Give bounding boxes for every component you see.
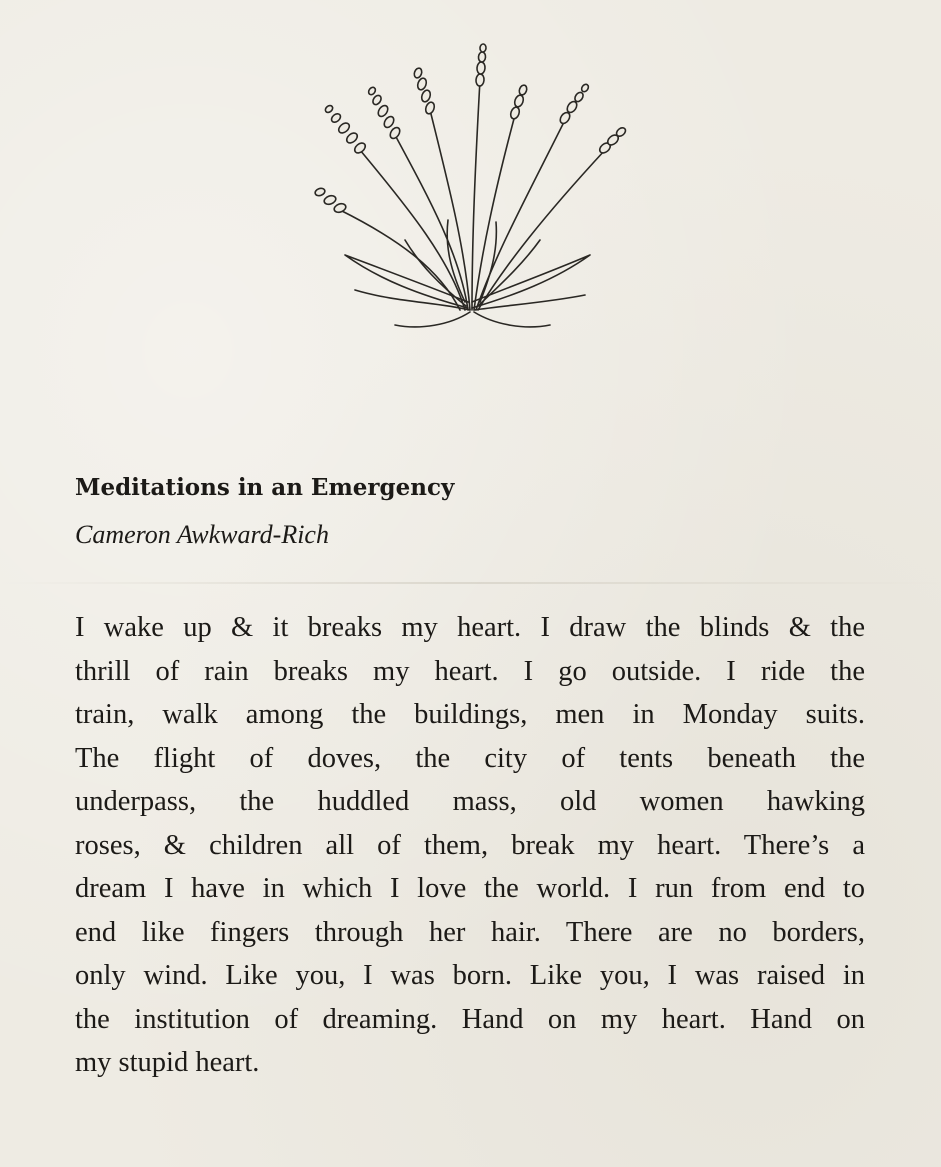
lavender-sprig-icon [300, 40, 640, 340]
poem-line: I wake up & it breaks my heart. I draw the blinds & the [75, 612, 865, 643]
poem-body [75, 606, 865, 1085]
poem-line: the institution of dreaming. Hand on my heart. Hand on [75, 1003, 865, 1035]
poem-line: end like fingers through her hair. There are no borders, [75, 916, 865, 948]
poem-title: Meditations in an Emergency [75, 474, 455, 501]
poem-line: roses, & children all of them, break my heart. There’s a [75, 829, 865, 861]
poem-author: Cameron Awkward-Rich [75, 520, 329, 549]
poem-line: train, walk among the buildings, men in Monday suits. [75, 699, 865, 730]
poem-line: underpass, the huddled mass, old women hawking [75, 786, 865, 817]
paper-fold [0, 582, 941, 584]
poem-line: thrill of rain breaks my heart. I go outside. I ride the [75, 655, 865, 687]
poem-line: The flight of doves, the city of tents beneath the [75, 742, 865, 774]
poem-line: only wind. Like you, I was born. Like you, I was raised in [75, 960, 865, 991]
poem-line: my stupid heart. [75, 1047, 260, 1078]
poem-line: dream I have in which I love the world. I run from end to [75, 873, 865, 904]
